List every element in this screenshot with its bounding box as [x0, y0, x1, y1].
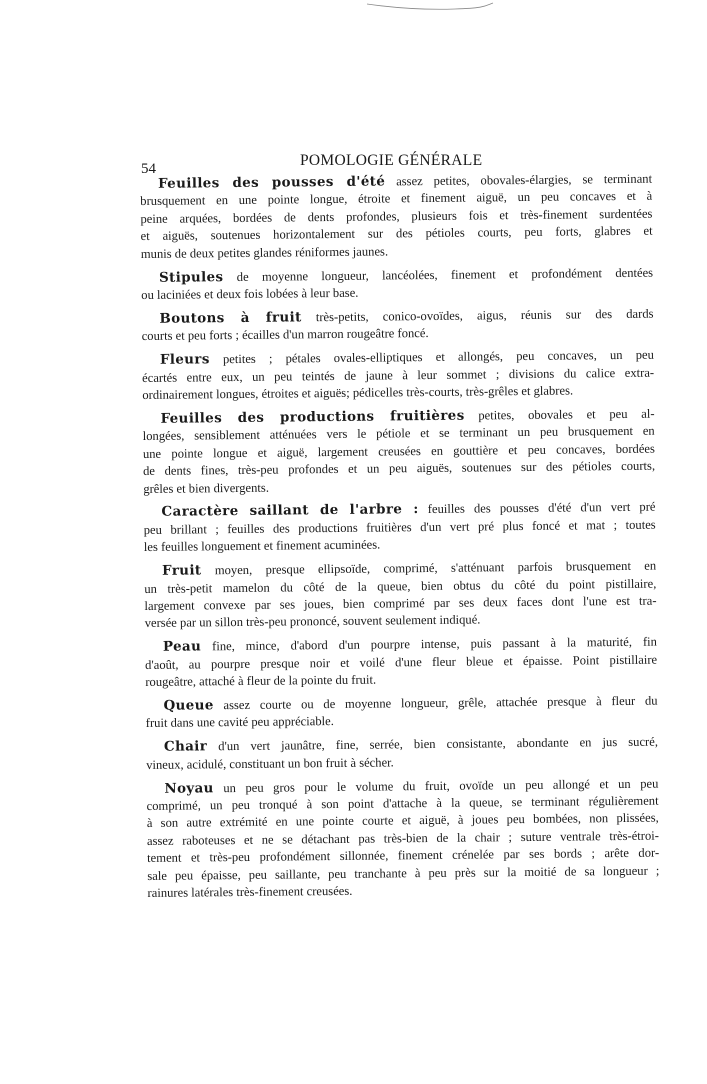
line-text: de dents fines, très-peu profondes et un peu aiguës, soutenues sur des pétioles courts,: [143, 458, 656, 479]
line-text: tement et très-peu profondément sillonnée, finement crénelée par ses bords ; arête dor-: [147, 845, 660, 866]
line-text: d'un vert jaunâtre, fine, serrée, bien consistante, abondante en jus sucré,: [207, 734, 659, 754]
paragraph-term: Feuilles des pousses d'été: [157, 173, 386, 192]
line-text: une pointe longue et aiguë, largement creusées en gouttière et peu concaves, bordées: [142, 441, 655, 461]
line-text: un très-petit mamelon du côté de la queue, bien obtus du côté du point pistillaire,: [144, 576, 657, 596]
running-head: POMOLOGIE GÉNÉRALE: [300, 152, 483, 169]
line-text: petites ; pétales ovales-elliptiques et allongés, peu concaves, un peu: [209, 347, 654, 367]
line-text: assez courte ou de moyenne longueur, grêle, attachée presque à fleur du: [213, 693, 658, 713]
line-text: à son autre extrémité en une pointe courte et aiguë, à joues peu bombées, non plissées,: [146, 811, 659, 831]
paragraph-term: Caractère saillant de l'arbre :: [161, 501, 419, 521]
paragraph-term: Noyau: [164, 779, 214, 797]
line-text: sale peu épaisse, peu saillante, peu tranchante à peu près sur la moitié de sa longueur ;: [147, 863, 660, 883]
description-paragraph: [146, 734, 658, 774]
line-text: ou laciniées et deux fois lobées à leur base.: [141, 285, 359, 302]
line-text: un peu gros pour le volume du fruit, ovoïde un peu allongé et un peu: [213, 776, 659, 795]
description-paragraph: [141, 264, 653, 304]
line-text: écartés entre eux, un peu teintés de jaune à leur sommet ; divisions du calice extra-: [142, 365, 655, 385]
paragraph-term: Peau: [162, 638, 202, 656]
line-text: courts et peu forts ; écailles d'un marron rougeâtre foncé.: [141, 326, 429, 344]
line-text: rougeâtre, attaché à fleur de la pointe du fruit.: [145, 672, 377, 690]
paragraph-term: Stipules: [158, 268, 224, 286]
paragraph-term: Chair: [163, 738, 208, 756]
line-text: comprimé, un peu tronqué à son point d'attache à la queue, se terminant régulièrement: [146, 793, 659, 813]
paragraph-term: Queue: [163, 697, 214, 714]
line-text: de moyenne longueur, lancéolées, finement et profondément dentées: [223, 265, 654, 284]
description-paragraph: [142, 347, 655, 405]
description-paragraph: [142, 406, 655, 498]
line-text: peine arquées, bordées de dents profondes, plusieurs fois et très-finement surdentées: [140, 206, 653, 226]
line-text: munis de deux petites glandes réniformes jaunes.: [140, 244, 389, 261]
line-text: largement convexe par ses joues, bien comprimé par ses deux faces dont l'une est tra-: [144, 593, 657, 613]
paragraph-term: Fruit: [162, 562, 202, 579]
line-text: fruit dans une cavité peu appréciable.: [145, 714, 334, 731]
pencil-mark: [365, 0, 495, 14]
description-paragraph: [146, 775, 659, 902]
line-text: moyen, presque ellipsoïde, comprimé, s'atténuant parfois brusquement en: [201, 558, 657, 578]
line-text: très-petits, conico-ovoïdes, aigus, réunis sur des dards: [301, 306, 654, 325]
line-text: versée par un sillon très-peu prononcé, souvent seulement indiqué.: [144, 612, 481, 631]
line-text: brusquement en une pointe longue, étroite et finement aiguë, un peu concaves et à: [140, 189, 653, 209]
line-text: fine, mince, d'abord d'un pourpre intense, puis passant à la maturité, fin: [201, 634, 657, 654]
description-paragraph: [144, 558, 657, 633]
page-number: 54: [141, 161, 156, 177]
description-paragraph: [141, 305, 653, 345]
line-text: d'août, au pourpre presque noir et voilé d'une fleur bleue et épaisse. Point pistillaire: [145, 652, 658, 672]
line-text: assez raboteuses et ne se détachant pas très-bien de la chair ; suture ventrale très-étroi-: [146, 828, 660, 848]
line-text: assez petites, obovales-élargies, se terminant: [385, 171, 653, 189]
description-paragraph: [145, 693, 657, 733]
line-text: grêles et bien divergents.: [143, 480, 270, 496]
description-paragraph: [140, 171, 653, 263]
paragraph-term: Fleurs: [159, 351, 210, 368]
page-body: [140, 171, 660, 909]
line-text: vineux, acidulé, constituant un bon fruit à sécher.: [146, 755, 394, 772]
description-paragraph: [145, 634, 658, 692]
line-text: petites, obovales et peu al-: [464, 406, 655, 423]
description-paragraph: [143, 499, 656, 557]
paragraph-term: Boutons à fruit: [159, 309, 302, 327]
line-text: longées, sensiblement atténuées vers le pétiole et se terminant un peu brusquement en: [142, 423, 655, 444]
line-text: et aiguës, soutenues horizontalement sur des pétioles courts, peu forts, glabres et: [140, 223, 653, 244]
line-text: rainures latérales très-finement creusées.: [147, 883, 353, 900]
line-text: les feuilles longuement et finement acuminées.: [143, 537, 381, 555]
line-text: peu brillant ; feuilles des productions fruitières d'un vert pré plus foncé et mat ; toutes: [143, 517, 656, 537]
paragraph-term: Feuilles des productions fruitières: [160, 407, 465, 427]
line-text: ordinairement longues, étroites et aiguës; pédicelles très-courts, très-grêles et glabres.: [142, 383, 574, 402]
line-text: feuilles des pousses d'été d'un vert pré: [418, 500, 656, 517]
